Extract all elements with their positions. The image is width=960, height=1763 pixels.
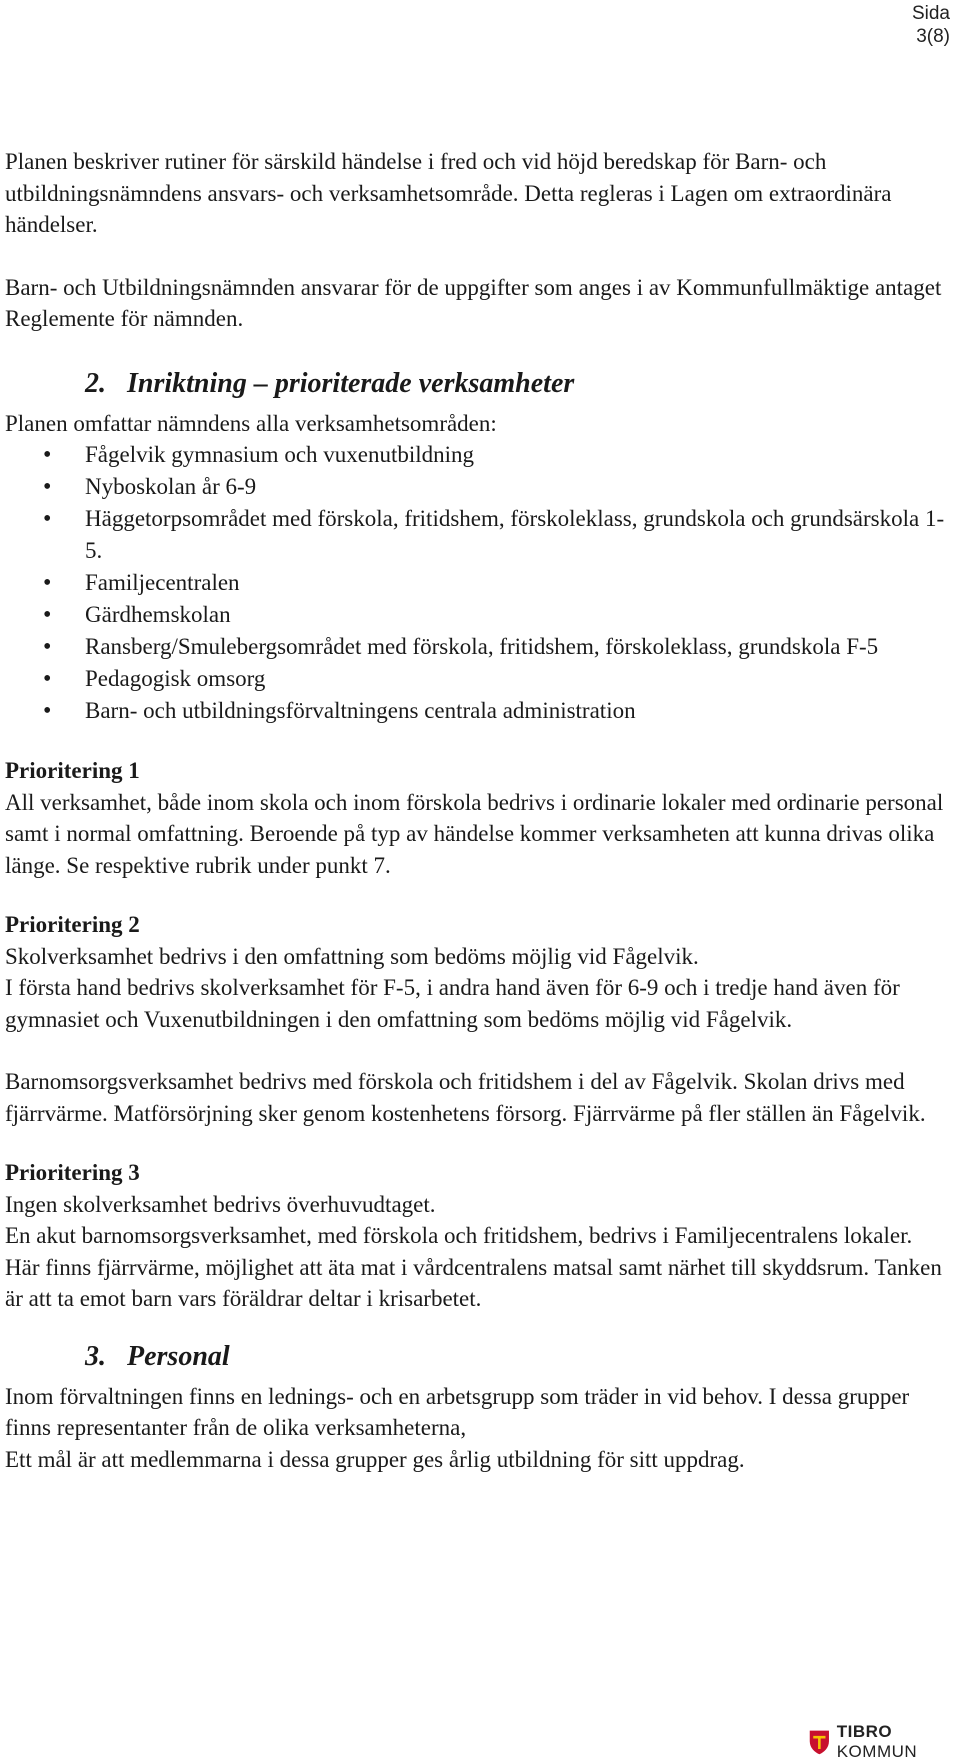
logo-text (837, 1722, 960, 1762)
section-2-number: 2. (85, 367, 106, 399)
page-number (912, 2, 950, 48)
section-3-text-1: Inom förvaltningen finns en lednings- och en arbetsgrupp som träder in vid behov. I dessa grupper finns representanter från de olika verksamheterna, (5, 1383, 910, 1440)
list-item: • Häggetorpsområdet med förskola, fritidshem, förskoleklass, grundskola och grundsärskola 1-5. (5, 503, 950, 567)
section-2-lead: Planen omfattar nämndens alla verksamhetsområden: (5, 410, 497, 436)
list-item: • Pedagogisk omsorg (5, 663, 950, 695)
activity-list (5, 439, 950, 727)
shield-icon (808, 1727, 831, 1757)
page-number-value: 3(8) (916, 26, 950, 47)
list-item: • Barn- och utbildningsförvaltningens centrala administration (5, 695, 950, 727)
priority-2-text-2: I första hand bedrivs skolverksamhet för F-5, i andra hand även för 6-9 och i tredje hand även för gymnasiet och Vuxenutbildningen i den omfattning som bedöms möjlig vid Fågelvik. (5, 975, 900, 1032)
list-item: • Familjecentralen (5, 567, 950, 599)
list-item: • Gärdhemskolan (5, 599, 950, 631)
priority-2-text-3: Barnomsorgsverksamhet bedrivs med förskola och fritidshem i del av Fågelvik. Skolan drivs med fjärrvärme. Matförsörjning sker genom kostenhetens försorg. Fjärrvärme på fler ställen än Fågelvik. (5, 1069, 926, 1126)
intro-paragraph-1: Planen beskriver rutiner för särskild händelse i fred och vid höjd beredskap för Barn- och utbildningsnämndens ansvars- och verksamhetsområde. Detta regleras i Lagen om extraordinära händelser. (5, 149, 892, 237)
logo-name: TIBRO (836, 1722, 893, 1741)
intro-paragraph-2: Barn- och Utbildningsnämnden ansvarar för de uppgifter som anges i av Kommunfullmäktige antaget Reglemente för nämnden. (5, 274, 942, 331)
list-item: • Ransberg/Smulebergsområdet med förskola, fritidshem, förskoleklass, grundskola F-5 (5, 631, 950, 663)
document-body (5, 146, 950, 1475)
list-item: • Fågelvik gymnasium och vuxenutbildning (5, 439, 950, 471)
priority-3-heading: Prioritering 3 (5, 1160, 140, 1185)
list-item: • Nyboskolan år 6-9 (5, 471, 950, 503)
section-3-text-2: Ett mål är att medlemmarna i dessa grupper ges årlig utbildning för sitt uppdrag. (5, 1446, 745, 1472)
priority-1-heading: Prioritering 1 (5, 758, 140, 783)
priority-3-text-1: Ingen skolverksamhet bedrivs överhuvudtaget. (5, 1191, 436, 1217)
page-number-label: Sida (911, 3, 950, 24)
priority-3-text-2: En akut barnomsorgsverksamhet, med förskola och fritidshem, bedrivs i Familjecentralens lokaler. Här finns fjärrvärme, möjlighet att äta mat i vårdcentralens matsal samt närhet till skyddsrum. Tanken är att ta emot barn vars föräldrar deltar i krisarbetet. (5, 1223, 942, 1311)
priority-2-text-1: Skolverksamhet bedrivs i den omfattning som bedöms möjlig vid Fågelvik. (5, 943, 699, 969)
section-2-title: Inriktning – prioriterade verksamheter (127, 367, 575, 399)
section-2-heading (85, 366, 950, 402)
priority-2-heading: Prioritering 2 (5, 912, 140, 937)
section-3-number: 3. (85, 1340, 106, 1372)
priority-1-text: All verksamhet, både inom skola och inom förskola bedrivs i ordinarie lokaler med ordinarie personal samt i normal omfattning. Beroende på typ av händelse kommer verksamheten att kunna drivas olika länge. Se respektive rubrik under punkt 7. (5, 789, 944, 878)
section-3-title: Personal (127, 1340, 230, 1372)
section-3-heading (85, 1339, 950, 1375)
logo-suffix: KOMMUN (836, 1742, 918, 1761)
tibro-kommun-logo (808, 1722, 960, 1762)
